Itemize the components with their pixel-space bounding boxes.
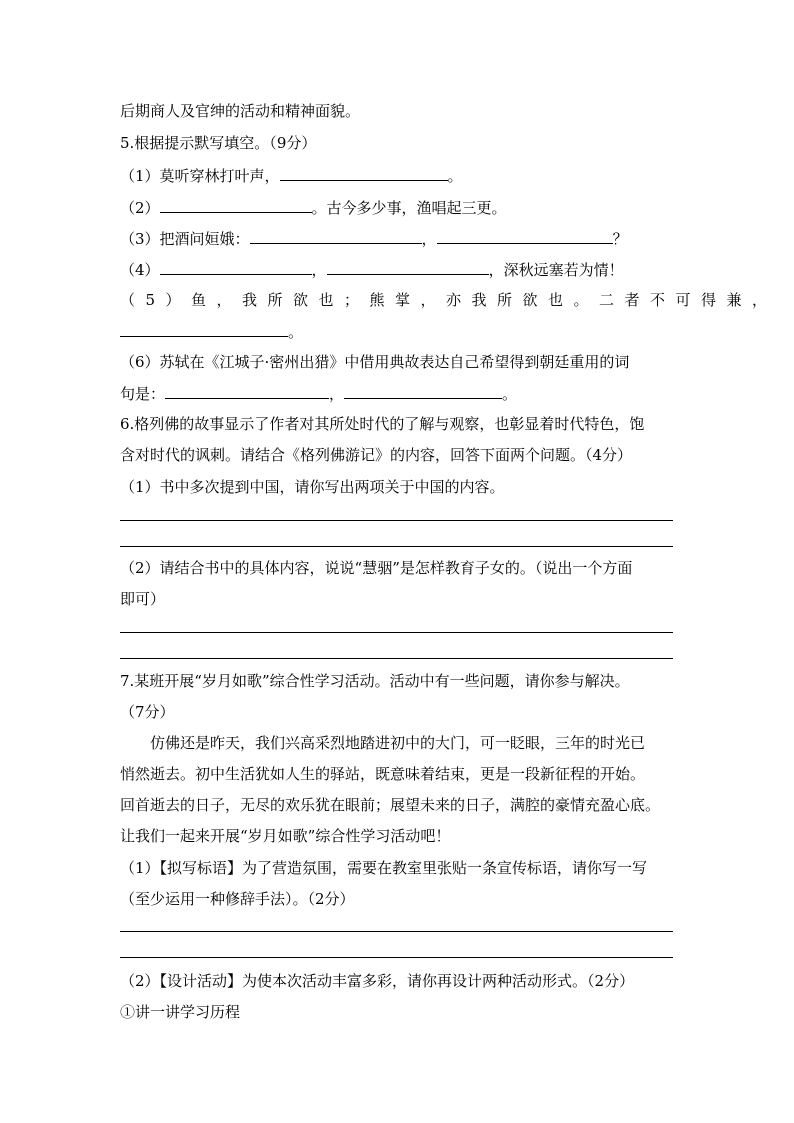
q5-item-2: （2） 。古今多少事，渔唱起三更。 — [120, 199, 507, 217]
q6-sub-2-answer-line-2[interactable] — [120, 658, 673, 659]
q5-item-6-blank-a[interactable] — [165, 383, 329, 399]
q6-stem-line-1: 6.格列佛的故事显示了作者对其所处时代的了解与观察，也彰显着时代特色，饱 — [120, 415, 645, 433]
q5-item-1: （1）莫听穿林打叶声， 。 — [120, 167, 463, 185]
q7-sub-1-answer-line-2[interactable] — [120, 957, 673, 958]
q5-item-4-prompt: ，深秋远塞若为情！ — [488, 261, 624, 279]
intro-tail-text: 后期商人及官绅的活动和精神面貌。 — [120, 102, 361, 120]
q7-sub-1-line-2: （至少运用一种修辞手法）。（2分） — [120, 890, 355, 908]
q6-sub-1: （1）书中多次提到中国，请你写出两项关于中国的内容。 — [120, 478, 505, 496]
q5-item-5-prompt: （5）鱼，我所欲也；熊掌，亦我所欲也。二者不可得兼， — [120, 291, 778, 309]
q5-item-4: （4） ， ，深秋远塞若为情！ — [120, 261, 624, 279]
q6-sub-1-answer-line-1[interactable] — [120, 520, 673, 521]
q5-item-6-answer: 句是： ， 。 — [120, 385, 518, 403]
q6-sub-2-answer-line-1[interactable] — [120, 632, 673, 633]
q5-item-1-blank[interactable] — [280, 165, 448, 181]
q7-sub-1-answer-line-1[interactable] — [120, 931, 673, 932]
q5-item-4-blank-a[interactable] — [160, 259, 312, 275]
q5-item-2-prompt: 。古今多少事，渔唱起三更。 — [311, 199, 507, 217]
q5-item-4-blank-b[interactable] — [327, 259, 489, 275]
q5-header: 5.根据提示默写填空。（9分） — [120, 134, 317, 152]
q5-item-5-blank[interactable] — [120, 321, 288, 337]
q7-passage-line-1: 仿佛还是昨天，我们兴高采烈地踏进初中的大门，可一眨眼，三年的时光已 — [150, 734, 646, 752]
q6-sub-2-line-1: （2）请结合书中的具体内容，说说“慧骃”是怎样教育子女的。（说出一个方面 — [120, 559, 633, 577]
q6-sub-2-line-2: 即可） — [120, 590, 166, 608]
q5-item-2-blank[interactable] — [160, 197, 312, 213]
q7-stem-line-2: （7分） — [120, 703, 175, 721]
q5-item-5-answer: 。 — [120, 321, 303, 342]
q5-item-3-prompt: （3）把酒问姮娥： — [120, 230, 250, 248]
q7-sub-2-item-1: ①讲一讲学习历程 — [120, 1003, 241, 1021]
q7-sub-2: （2）【设计活动】为使本次活动丰富多彩，请你再设计两种活动形式。（2分） — [120, 972, 635, 990]
q5-item-6-blank-b[interactable] — [344, 383, 502, 399]
q6-stem-line-2: 含对时代的讽刺。请结合《格列佛游记》的内容，回答下面两个问题。（4分） — [120, 446, 633, 464]
q5-item-3: （3）把酒问姮娥： ， ？ — [120, 230, 628, 248]
q6-sub-1-answer-line-2[interactable] — [120, 546, 673, 547]
q7-sub-1-line-1: （1）【拟写标语】为了营造氛围，需要在教室里张贴一条宣传标语，请你写一写 — [120, 859, 648, 877]
q5-item-1-prompt: （1）莫听穿林打叶声， — [120, 167, 280, 185]
q5-item-3-blank-b[interactable] — [437, 228, 613, 244]
q7-passage-line-3: 回首逝去的日子，无尽的欢乐犹在眼前；展望未来的日子，满腔的豪情充盈心底。 — [120, 796, 661, 814]
q5-item-6-prompt: （6）苏轼在《江城子·密州出猎》中借用典故表达自己希望得到朝廷重用的词 — [120, 353, 630, 371]
q7-passage-line-4: 让我们一起来开展“岁月如歌”综合性学习活动吧！ — [120, 827, 451, 845]
q7-passage-line-2: 悄然逝去。初中生活犹如人生的驿站，既意味着结束，更是一段新征程的开始。 — [120, 765, 646, 783]
q7-stem-line-1: 7.某班开展“岁月如歌”综合性学习活动。活动中有一些问题，请你参与解决。 — [120, 672, 630, 690]
q5-item-3-blank-a[interactable] — [250, 228, 422, 244]
